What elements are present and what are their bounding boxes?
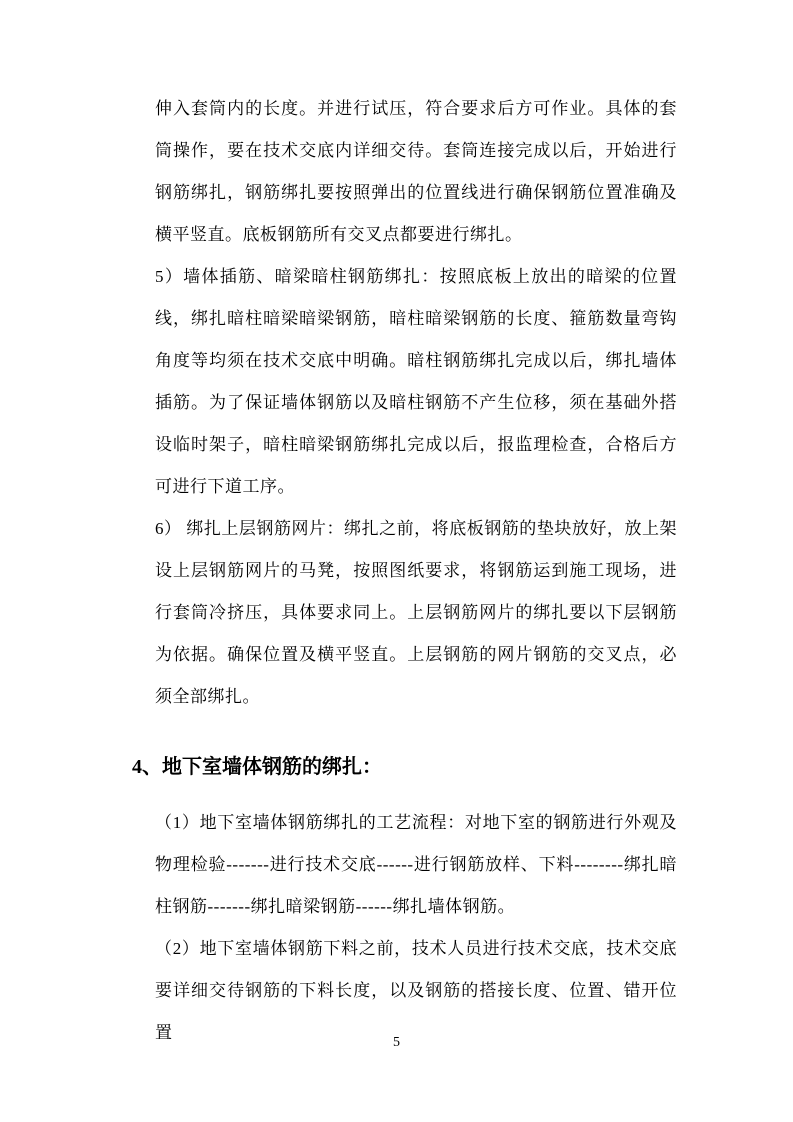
paragraph-continuation: 伸入套筒内的长度。并进行试压，符合要求后方可作业。具体的套筒操作，要在技术交底内详细交待。套筒连接完成以后，开始进行钢筋绑扎，钢筋绑扎要按照弹出的位置线进行确保钢筋位置准确及横平竖直。底板钢筋所有交叉点都要进行绑扎。 (155, 99, 677, 244)
paragraph-4-2: （2）地下室墙体钢筋下料之前，技术人员进行技术交底，技术交底要详细交待钢筋的下料长度，以及钢筋的搭接长度、位置、错开位置 (155, 939, 677, 1042)
paragraph-4-1: （1）地下室墙体钢筋绑扎的工艺流程：对地下室的钢筋进行外观及物理检验-------进行技术交底------进行钢筋放样、下料--------绑扎暗柱钢筋-------绑扎暗梁钢筋------绑扎墙体钢筋。 (155, 813, 677, 916)
paragraph-item-6: 6） 绑扎上层钢筋网片：绑扎之前，将底板钢筋的垫块放好，放上架设上层钢筋网片的马凳，按照图纸要求，将钢筋运到施工现场，进行套筒冷挤压，具体要求同上。上层钢筋网片的绑扎要以下层钢筋为依据。确保位置及横平竖直。上层钢筋的网片钢筋的交叉点，必须全部绑扎。 (155, 519, 677, 706)
page-number: 5 (393, 1035, 400, 1050)
page-content (132, 88, 677, 1054)
paragraph-item-5: 5）墙体插筋、暗梁暗柱钢筋绑扎：按照底板上放出的暗梁的位置线，绑扎暗柱暗梁暗梁钢筋，暗柱暗梁钢筋的长度、箍筋数量弯钩角度等均须在技术交底中明确。暗柱钢筋绑扎完成以后，绑扎墙体插筋。为了保证墙体钢筋以及暗柱钢筋不产生位移，须在基础外搭设临时架子，暗柱暗梁钢筋绑扎完成以后，报监理检查，合格后方可进行下道工序。 (155, 267, 677, 496)
section-heading-4: 4、地下室墙体钢筋的绑扎： (132, 756, 382, 778)
